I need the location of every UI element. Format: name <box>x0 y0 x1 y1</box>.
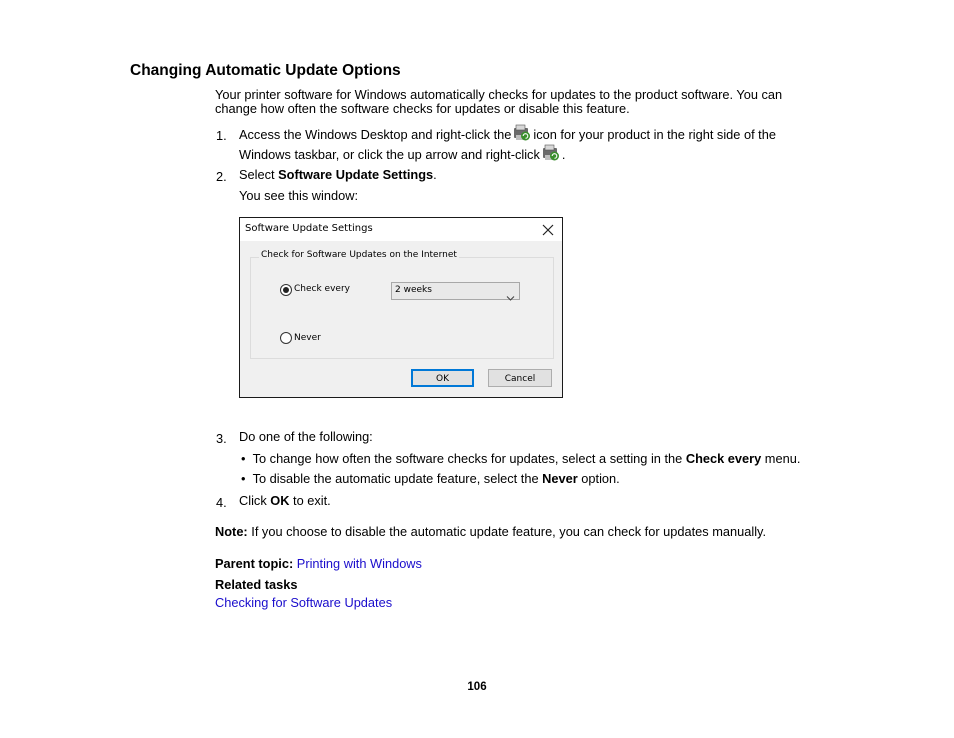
page-number: 106 <box>467 681 487 693</box>
related-tasks-link-row <box>215 596 392 611</box>
step-4-bold: OK <box>270 493 290 508</box>
never-radio[interactable] <box>280 332 292 344</box>
note <box>215 525 766 540</box>
update-check-group <box>250 250 554 359</box>
step-1-text-a: Access the Windows Desktop and right-click the <box>239 127 512 142</box>
related-tasks-label <box>215 578 298 593</box>
page-title: Changing Automatic Update Options <box>130 62 401 79</box>
check-interval-value: 2 weeks <box>395 285 432 295</box>
step-1-line-2 <box>239 144 565 163</box>
software-update-settings-dialog <box>239 217 563 398</box>
bullet-1-text-a: To change how often the software checks for updates, select a setting in the <box>252 451 686 466</box>
ok-button[interactable]: OK <box>411 369 474 387</box>
step-2-number: 2. <box>216 169 227 184</box>
printing-with-windows-link[interactable]: Printing with Windows <box>296 556 422 571</box>
check-interval-select[interactable] <box>391 282 520 300</box>
chevron-down-icon <box>506 287 515 294</box>
step-2-text-b: . <box>433 167 437 182</box>
step-4-number: 4. <box>216 495 227 510</box>
step-3-text: Do one of the following: <box>239 429 373 444</box>
dialog-title: Software Update Settings <box>245 223 373 234</box>
bullet-1-text-b: menu. <box>761 451 801 466</box>
note-text: If you choose to disable the automatic update feature, you can check for updates manually. <box>247 524 767 539</box>
parent-topic-label: Parent topic: <box>215 556 294 571</box>
intro-line-2: change how often the software checks for updates or disable this feature. <box>215 101 630 116</box>
bullet-dot: • <box>241 451 253 466</box>
step-1-text-c: Windows taskbar, or click the up arrow and right-click <box>239 147 540 162</box>
printer-update-icon <box>513 124 531 142</box>
cancel-button[interactable]: Cancel <box>488 369 552 387</box>
step-1-text-d: . <box>561 147 566 162</box>
step-2-bold: Software Update Settings <box>278 167 434 182</box>
bullet-2-text-b: option. <box>577 471 620 486</box>
step-2-text <box>239 168 437 183</box>
step-4-text <box>239 494 331 509</box>
bullet-2-bold: Never <box>542 471 578 486</box>
step-4-text-a: Click <box>239 493 271 508</box>
bullet-1 <box>241 452 800 467</box>
step-1-line-1 <box>239 124 776 143</box>
parent-topic <box>215 557 422 572</box>
never-label: Never <box>294 333 321 343</box>
group-label: Check for Software Updates on the Internet <box>261 250 457 260</box>
checking-for-software-updates-link[interactable]: Checking for Software Updates <box>215 595 393 610</box>
bullet-dot: • <box>241 471 253 486</box>
close-icon[interactable] <box>541 222 555 236</box>
step-3-number: 3. <box>216 431 227 446</box>
step-2-text-a: Select <box>239 167 279 182</box>
intro-line-1: Your printer software for Windows automatically checks for updates to the product software. You can <box>215 87 783 102</box>
step-1-number: 1. <box>216 128 227 143</box>
note-label: Note: <box>215 524 248 539</box>
related-tasks-heading: Related tasks <box>215 577 298 592</box>
bullet-1-bold: Check every <box>685 451 762 466</box>
bullet-2 <box>241 472 620 487</box>
dialog-title-bar <box>240 218 562 241</box>
printer-update-icon <box>542 144 560 162</box>
step-2-sub: You see this window: <box>239 188 359 203</box>
check-every-label: Check every <box>294 284 350 294</box>
bullet-2-text-a: To disable the automatic update feature, select the <box>252 471 543 486</box>
check-every-radio[interactable] <box>280 284 292 296</box>
step-4-text-b: to exit. <box>289 493 331 508</box>
step-1-text-b: icon for your product in the right side of the <box>533 127 776 142</box>
